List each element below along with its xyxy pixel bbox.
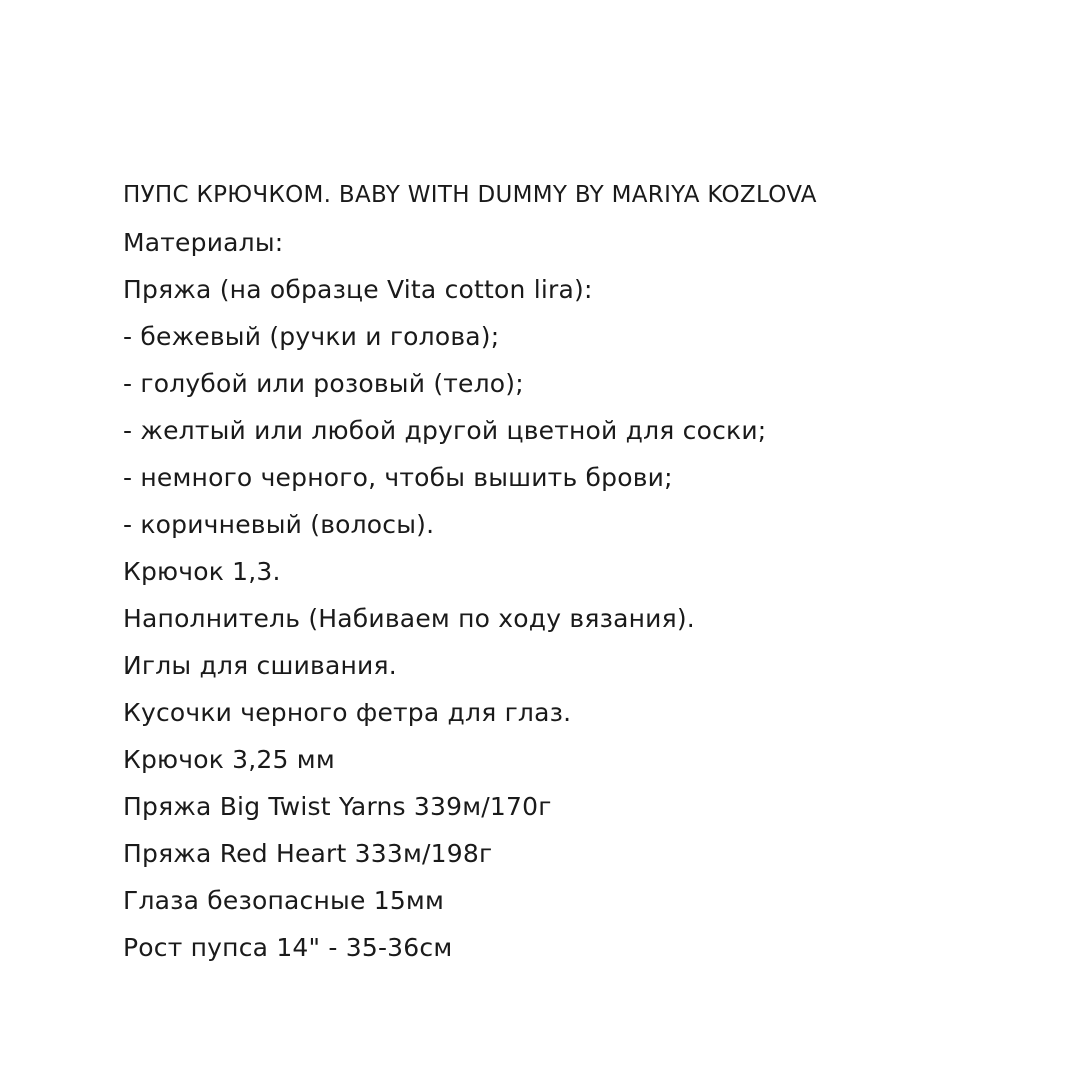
yarn-red-heart-line: Пряжа Red Heart 333м/198г [123, 839, 493, 868]
needles-line: Иглы для сшивания. [123, 651, 397, 680]
list-item-black: - немного черного, чтобы вышить брови; [123, 463, 673, 492]
felt-line: Кусочки черного фетра для глаз. [123, 698, 572, 727]
document-title: ПУПС КРЮЧКОМ. BABY WITH DUMMY BY MARIYA KOZLOVA [123, 182, 817, 208]
safety-eyes-line: Глаза безопасные 15мм [123, 886, 445, 915]
document-body [123, 172, 1053, 971]
yarn-line: Пряжа (на образце Vita cotton lira): [123, 275, 593, 304]
doll-height-line: Рост пупса 14" - 35-36см [123, 933, 453, 962]
filler-line: Наполнитель (Набиваем по ходу вязания). [123, 604, 695, 633]
list-item-beige: - бежевый (ручки и голова); [123, 322, 500, 351]
yarn-big-twist-line: Пряжа Big Twist Yarns 339м/170г [123, 792, 552, 821]
list-item-blue-pink: - голубой или розовый (тело); [123, 369, 524, 398]
hook-line: Крючок 1,3. [123, 557, 281, 586]
list-item-brown: - коричневый (волосы). [123, 510, 435, 539]
materials-heading: Материалы: [123, 228, 284, 257]
list-item-yellow: - желтый или любой другой цветной для соски; [123, 416, 767, 445]
hook-size-line: Крючок 3,25 мм [123, 745, 335, 774]
